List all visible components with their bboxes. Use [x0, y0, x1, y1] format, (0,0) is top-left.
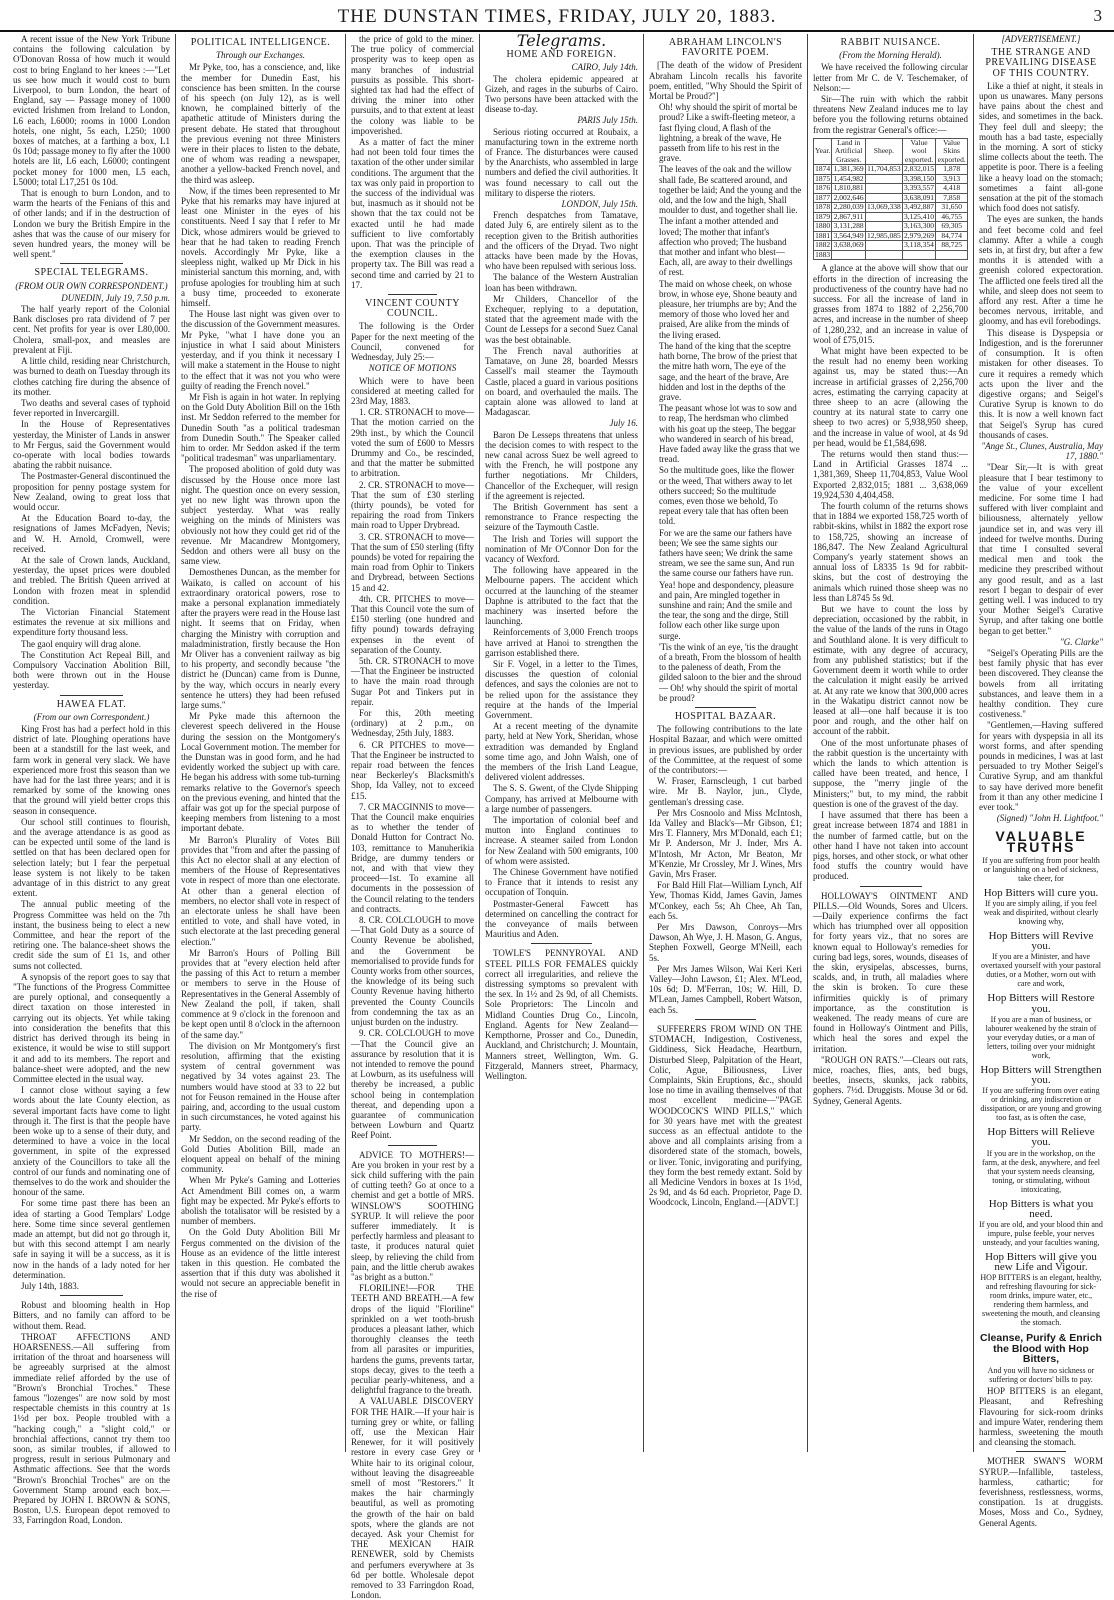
rabbit-paragraph: But we have to count the loss by depreciation, occasioned by the rabbit, in the value of the lands of the runs in Otago and Southland alone. It is very difficult to estimate, with any degree of accuracy, from any published statistics; but if the Government deem it worth while to order the calculation it might easily be arrived at. At any rate we know that 300,000 acres in the Wakatipu district cannot now be leased at all—one half because it is too poor and rough, and the other half on account of the rabbit.: [813, 604, 968, 737]
tribune-article-cont: That is enough to burn London, and to warm the hearts of the Fenians of this and of other lands; and if in the destruction of London we bury the British Empire in the ashes that was the cause of our misery for seven hundred years, the money will be well spent.": [13, 188, 170, 260]
poem-stanza: For we are the same our fathers have been; We see the same sights our fathers have seen; We drink the same stream, we see the same sun, And run the same course our fathers have run.: [659, 527, 795, 579]
telegram-item: The half yearly report of the Colonial Bank discloses pro rata dividend of 7 per cent. Net profits for year is over L80,000. Cholera, small-pox, and measles are prevalent at Fiji.: [13, 304, 170, 355]
rough-on-rats-advert: "ROUGH ON RATS."—Clears out rats, mice, roaches, flies, ants, bed bugs, beetles, insects, skunks, jack rabbits, gophers. 7½d. Druggists. Mouse 3d or 6d. Sydney, General Agents.: [813, 1054, 968, 1106]
divider: [60, 1295, 123, 1296]
table-cell: 3,564,949: [833, 230, 864, 240]
gold-duty-paragraph: the price of gold to the miner. The true policy of commercial prosperity was to keep open as many branches of industrial pursuits as possible. This short-sighted tax had had the effect of driving the miner into other pursuits, and to that extent at least the colony was liable to be impoverished.: [351, 34, 474, 136]
dateline-paris: PARIS July 15th.: [577, 115, 638, 126]
bazaar-paragraph: The following contributions to the late Hospital Bazaar, and which were omitted in previous issues, are published by order of the Committee, at the request of some of the contributors:—: [649, 724, 802, 776]
table-header: Value wool exported.: [902, 138, 936, 165]
council-motion: 5th. CR. STRONACH to move—That the Engineer be instructed to have the main road through Sugar Pot and Tinkers put in repair.: [351, 655, 474, 707]
telegram-item: French despatches from Tamatave, dated July 6, are entirely silent as to the reception given to the British authorities and the officers of the Dryad. Two night attacks have been made by the Hovas, who have been repulsed with serious loss.: [485, 210, 638, 272]
hop-bitters-paragraph: HOP BITTERS is an elegant, Pleasant, and Refreshing Flavouring for sick-room drinks and impure Water, rendering them harmless, sweetening the mouth and cleansing the stomach.: [979, 1386, 1103, 1448]
hop-bitters-slogan: Hop Bitters will Strengthen you.: [980, 1063, 1102, 1087]
table-cell: 3,638,091: [904, 192, 935, 202]
table-cell: 3,163,300: [904, 221, 935, 231]
poem-stanza: 'Tis the wink of an eye, 'tis the draught of a breath, From the blossom of health to the paleness of death, From the gilded saloon to the bier and the shroud— Oh! why should the spirit of mortal be proud?: [659, 641, 802, 703]
towles-pills-advert: TOWLE'S PENNYROYAL AND STEEL PILLS FOR FEMALES quickly correct all irregularities, and relieve the distressing symptoms so prevalent with the sex. In 1½ and 2s 9d, of all Chemists. Sole Proprietors: The Lincoln and Midland Counties Drug Co., Lincoln, England. Agents for New Zealand—Kempthorne, Prosser and Co., Dunedin, Auckland, and Christchurch; J. Mountain, Manners street, Wellington, Wm. G. Fitzgerald, Manners street, Pharmacy, Wellington.: [485, 948, 638, 1081]
table-cell: [832, 250, 866, 260]
table-cell: [866, 250, 903, 260]
table-cell: 3,131,288: [833, 221, 864, 231]
table-cell: 1,878: [936, 165, 968, 175]
table-cell: 3,393,557: [904, 183, 935, 193]
divider: [1016, 1451, 1066, 1452]
hop-bitters-line: And you will have no sickness or suffering or doctors' bills to pay.: [987, 1366, 1095, 1385]
divider: [60, 263, 123, 264]
political-paragraph: Mr Seddon, on the second reading of the Gold Duties Abolition Bill, made an eloquent appeal on behalf of the mining community.: [181, 1133, 340, 1175]
telegram-item: The following have appeared in the Melbourne papers. The accident which occurred at the launching of the steamer Daphne is attributed to the fact that the machinery was inserted before the launching.: [485, 565, 638, 627]
table-cell: [866, 241, 903, 251]
political-intelligence-heading: POLITICAL INTELLIGENCE.: [190, 37, 331, 48]
telegram-item: The British Government has sent a remonstrance to France respecting the seizure of the Taymouth Castle.: [485, 501, 638, 533]
table-cell: 7,858: [936, 193, 968, 203]
table-row: [814, 165, 968, 175]
table-cell: 3,118,354: [904, 240, 934, 250]
rabbit-paragraph: The fourth column of the returns shows that in 1884 we exported 158,725 worth of rabbit-skins, whilst in 1882 the export rose to 158,725, showing an increase of 186,847. The New Zealand Agricultural Company's yearly statement shows an annual loss of L8335 1s 9d for rabbit-skins, but the cost of destroying the animals which ruined those sheep was no less than L8745 5s 9d.: [813, 501, 968, 603]
special-telegrams-heading: SPECIAL TELEGRAMS.: [34, 267, 149, 279]
telegram-item: Sir F. Vogel, in a letter to the Times, discusses the question of colonial defences, and says the colonies are not to be relied upon for the assistance they require at the hands of the Imperial Government.: [485, 658, 638, 720]
table-body: [814, 165, 968, 260]
telegram-item: Reinforcements of 3,000 French troops have arrived at Hanoi to strengthen the garrison established there.: [485, 627, 638, 658]
rabbit-returns-table: [813, 138, 968, 261]
column-5: [644, 34, 808, 1452]
hop-bitters-slogan: Hop Bitters will Restore you.: [987, 992, 1095, 1015]
poem-stanza: The maid on whose cheek, on whose brow, in whose eye, Shone beauty and pleasure, her triumphs are by; And the memory of those who loved her and praised, Are alike from the minds of the living erased.: [659, 278, 797, 340]
dateline-london: LONDON, July 15th.: [561, 199, 638, 210]
political-paragraph: When Mr Pyke's Gaming and Lotteries Act Amendment Bill comes on, a warm fight may be expected. Mr Pyke's efforts to abolish the totalisator will be resisted by a number of members.: [181, 1175, 340, 1227]
table-cell: 1880: [815, 221, 831, 231]
poem-stanza: Yea! hope and despondency, pleasure and pain, Are mingled together in sunshine and rain; And the smile and the tear, the song and the dirge, Still follow each other like surge upon surge.: [659, 579, 794, 641]
table-cell: 11,704,853: [867, 164, 901, 174]
council-motion: 4th. CR. PITCHES to move—That this Council vote the sum of £150 sterling (one hundred and fifty pound) towards defraying expenses in the event of separation of the County.: [351, 593, 474, 655]
column-6: [808, 34, 974, 1452]
table-header: Land in Artificial Grasses.: [832, 138, 866, 165]
worm-syrup-advert: MOTHER SWAN'S WORM SYRUP.—Infallible, tasteless, harmless, cathartic; for feverishness, restlessness, worms, constipation. 1s at druggists. Moses, Moss and Co., Sydney, General Agents.: [979, 1456, 1103, 1528]
table-cell: 13,069,338: [867, 202, 901, 212]
telegram-item: At a recent meeting of the dynamite party, held at New York, Sheridan, whose extradition was demanded by England some time ago, and John Walsh, one of the members of the Irish Land League, delivered violent addresses.: [485, 721, 638, 783]
hawea-flat-heading: HAWEA FLAT.: [56, 698, 127, 710]
testimonial: "Gentlemen,—Having suffered for years with dyspepsia in all its worst forms, and after spending pounds in medicines, I was at last persuaded to try Mother Seigel's Curative Syrup, and am thankful to say have derived more benefit from it than any other medicine I ever took.": [979, 720, 1103, 813]
poem-stanza: Oh! why should the spirit of mortal be proud? Like a swift-fleeting meteor, a fast flying cloud, A flash of the lightning, a break of the wave, He passeth from life to his rest in the grave.: [659, 102, 798, 164]
divider: [60, 695, 123, 696]
table-cell: [866, 222, 903, 232]
telegram-item: The gaol enquiry will drag alone.: [21, 638, 141, 649]
vincent-council-heading: VINCENT COUNTY COUNCIL.: [365, 298, 460, 320]
council-intro: The following is the Order Paper for the next meeting of the Council, convened for Wednesday, July 25:—: [351, 321, 474, 363]
table-cell: 69,305: [936, 222, 968, 232]
council-motion: For this, 20th meeting (ordinary) at 2 p.m., on Wednesday, 25th July, 1883.: [351, 708, 474, 739]
masthead: [0, 0, 1114, 32]
telegram-item: The Chinese Government have notified to France that it intends to resist any occupation of Tonquin.: [485, 867, 638, 898]
column-3: [346, 34, 480, 1600]
poem-stanza: The hand of the king that the sceptre hath borne, The brow of the priest that the mitre hath worn, The eye of the sage, and the heart of the brave, Are hidden and lost in the depths of the grave.: [659, 340, 798, 402]
newspaper-columns: [8, 31, 1108, 1600]
telegram-item: The cholera epidemic appeared at Gizeh, and rages in the suburbs of Cairo. Two persons have been attacked with the disease to-day.: [485, 73, 638, 115]
political-paragraph: Mr Fish is again in hot water. In replying on the Gold Duty Abolition Bill on the 16th inst. Mr Seddon referred to the member for Dunedin South "as a political tradesman from Dunedin South." The Speaker called him to order. Mr Seddon asked if the term "political tradesman" was unparliamentary.: [181, 391, 340, 464]
table-cell: 4,418: [936, 184, 968, 194]
lincoln-poem-heading: ABRAHAM LINCOLN'S FAVORITE POEM.: [668, 37, 783, 59]
political-paragraph: Mr Barron's Plurality of Votes Bill provides that "from and after the passing of this Act no elector shall at any election of members of the House of Representatives vote in respect of more than one electorate. At other than a general election of members, no elector shall vote in respect of an electorate unless he shall have been entitled to vote, and shall have voted, in such electorate at the last preceding general election.": [181, 834, 340, 947]
telegram-item: Postmaster-General Fawcett has determined on cancelling the contract for the conveyance of mails between Mauritius and Aden.: [485, 898, 638, 940]
table-cell: 1,810,881: [833, 183, 864, 193]
floriline-advert: FLORILINE!—FOR THE TEETH AND BREATH.—A few drops of the liquid "Floriline" sprinkled on a wet tooth-brush produces a pleasant lather, which thoroughly cleanses the teeth from all parasites or impurities, hardens the gums, prevents tartar, stops decay, gives to the teeth a peculiar pearly-whiteness, and a delightful fragrance to the breath.: [351, 1283, 474, 1396]
rabbit-paragraph: What might have been expected to be the result had no enemy been working against us, may be stated thus:—An increase in artificial grasses of 2,256,700 acres, estimating the carrying capacity at three sheep to an acre (allowing the country at its natural state to carry one sheep to two acres) or 5,938,950 sheep, and the increase in value of wool, at 4s 9d per head, would be £1,584,698.: [813, 345, 968, 448]
table-cell: 3,398,150: [904, 173, 935, 183]
hawea-paragraph: King Frost has had a perfect hold in this district of late. Ploughing operations have been at a standstill for the last week, and farm work in general very slack. We have experienced more frost this season than we have had for the last three years; and it is remarked by some of the knowing ones that the ground will yield better crops this season in consequence.: [13, 724, 170, 816]
table-cell: 1,381,369: [833, 164, 864, 174]
table-cell: 1883: [815, 249, 831, 259]
hop-bitters-slogan: Hop Bitters will Relieve you.: [987, 1126, 1095, 1149]
table-row: [814, 203, 968, 213]
bazaar-paragraph: Per Mrs Dawson, Conroys—Mrs Dawson, Ah Wye, J. H. Mason, G. Angus, Stephen Foxwell, George M'Neill, each 5s.: [649, 922, 802, 963]
table-cell: [866, 212, 903, 222]
hop-bitters-line: If you are suffering from poor health or languishing on a bed of sickness, take cheer, for: [982, 855, 1100, 883]
table-cell: 1877: [815, 192, 831, 202]
newspaper-title: THE DUNSTAN TIMES, FRIDAY, JULY 20, 1883.: [337, 6, 777, 27]
table-cell: 46,755: [936, 212, 968, 222]
hop-bitters-line: If you are simply ailing, if you feel weak and dispirited, without clearly knowing why,: [983, 899, 1099, 927]
rabbit-paragraph: A glance at the above will show that our efforts in the direction of increasing the productiveness of the country have had no success. For all the increase of land in grasses from 1874 to 1882 of 2,256,700 acres, and increase in the number of sheep of 1,280,232, and an increase in value of wool of £75,015.: [813, 263, 968, 345]
council-motion: 9. CR. COLCLOUGH to move—That the Council give an assurance by resolution that it is not intended to remove the pound at Lowburn, as its usefulness will thereby be increased, a public school being in contemplation thereat, and depending upon a guarantee of communication between Lowburn and Quartz Reef Point.: [351, 1028, 474, 1141]
tribune-article: A recent issue of the New York Tribune contains the following calculation by O'Donovan Rossa of how much it would cost to bring England to her knees :—"Let us see how much it would cost to burn Liverpool, to burn London, the heart of England, say — Passage money of 1000 evicted Irishmen from Ireland to London, L6 each, L6000; rooms in 1000 London hotels, one night, 5s each, L250; 1000 boxes of matches, at a farthing a box, L1 0s 10d; passage money to fly after the 1000 hotels are lit, L6 each, L6000; contingent pocket money for 1000 men, L5 each, L5000; total L17,251 0s 10d.: [13, 34, 170, 187]
table-cell: 1882: [815, 240, 831, 250]
poem-intro: [The death of the widow of President Abraham Lincoln recalls his favorite poem, entitled, "Why Should the Spirit of Mortal be Proud?"]: [649, 60, 802, 102]
home-and-foreign-heading: HOME AND FOREIGN.: [506, 49, 617, 61]
telegram-item: Serious rioting occurred at Roubaix, a manufacturing town in the extreme north of France. The disturbances were caused by the Anarchists, who assembled in large numbers and defied the civil authorities. It was found necessary to call out the military to disperse the rioters.: [485, 126, 638, 198]
telegram-item: At the sale of Crown lands, Auckland, yesterday, the upset prices were doubled and trebled. The British Queen arrived at London with frozen meat in splendid condition.: [13, 554, 170, 606]
rabbit-paragraph: I have assumed that there has been a great increase between 1874 and 1881 in the number of farmed cattle, but on the other hand I have not taken into account pigs, horses, and other stock, or what other food stuffs the country would have produced.: [813, 810, 968, 882]
bazaar-paragraph: For Bald Hill Flat—William Lynch, Alf Yew, Thomas Kidd, James Gavin, James M'Conkey, each 5s; Ah Chee, Ah Tan, each 5s.: [649, 880, 802, 921]
holloway-advert: HOLLOWAY'S OINTMENT AND PILLS.—Old Wounds, Sores and Ulcers.—Daily experience confirms the fact which has triumphed over all opposition for forty years viz., that no sores are known equal to Holloway's remedies for curing bad legs, sores, wounds, diseases of the skin, erysipelas, abscesses, burns, scalds, and, in truth, all maladies where the skin is broken. To cure these infirmities quickly is of primary importance, as the constitution is weakened. The ready means of cure are found in Holloway's Ointment and Pills, which heal the sores and expel the irritation.: [813, 890, 968, 1054]
table-cell: 88,725: [936, 241, 968, 251]
valuable-truths-banner: VALUABLE TRUTHS: [995, 828, 1087, 855]
table-cell: 3,492,887: [904, 202, 935, 212]
telegrams-subheading: (FROM OUR OWN CORRESPONDENT.): [15, 280, 168, 291]
poem-stanza: The peasant whose lot was to sow and to reap, The herdsman who climbed with his goat up the steep, The beggar who wandered in search of his bread, Have faded away like the grass that we tread.: [659, 403, 800, 465]
testimonial-signature: "G. Clarke": [1059, 636, 1103, 647]
council-motion: 2. CR. STRONACH to move—That the sum of £30 sterling (thirty pounds), be voted for repairing the road from Tinkers main road to Upper Drybread.: [351, 479, 474, 531]
council-motion: 8. CR. COLCLOUGH to move—That Gold Duty as a source of County Revenue be abolished, and the Government be memorialised to provide funds for County works from other sources, the knowledge of its being such County Revenue having hitherto prevented the County Councils from condemning the tax as an unjust burden on the industry.: [351, 915, 474, 1028]
hawea-dateline: July 14th, 1883.: [21, 1280, 80, 1291]
hawea-paragraph: I cannot close without saying a few words about the late County election, as several important facts have come to light through it. The first is that the people have been woke up to a sense of their duty, and determined to have a voice in the local government, in spite of the expressed anxiety of the Councillors to take all the control of our funds and nominating one of themselves to do the work and shoulder the honour of the same.: [13, 1085, 170, 1198]
rabbit-subheading: (From the Morning Herald).: [839, 50, 942, 61]
telegram-item: The French naval authorities at Tamatave, on June 28, boarded Messrs Cassell's mail steamer the Taymouth Castle, placed a guard in various positions on board, and overhauled the mails. The captain alone was allowed to land at Madagascar.: [485, 345, 638, 418]
divider: [388, 1145, 437, 1146]
hop-bitters-slogan: Hop Bitters will Revive you.: [988, 930, 1094, 953]
telegram-item: The balance of the Western Australian loan has been withdrawn.: [485, 272, 638, 293]
bazaar-paragraph: Per Mrs Cosnoolo and Miss McIntosh, Ida Valley and Black's—Mr Gibson, £1; Mrs T. Flannery, Mrs M'Donald, each £1; Mr P. Anderson, Mr J. Inder, Mrs A. M'Intosh, Mr Acton, Mr Beaton, Mr M'Kenzie, Mr Crossley, Mr J. Wines, Mrs Gavin, Mrs Fraser.: [649, 807, 802, 880]
telegram-item: Two deaths and several cases of typhoid fever reported in Invercargill.: [13, 397, 170, 419]
cleanse-purify-banner: Cleanse, Purify & Enrich the Blood with Hop Bitters,: [980, 1332, 1102, 1365]
table-cell: 1874: [815, 164, 831, 174]
rabbit-paragraph: One of the most unfortunate phases of the rabbit question is the uncertainty with which the lands to which attention is called have been treated, and hence, I suppose, the "merry jingle of the Ministers;" but, to my mind, the rabbit question is one of the gravest of the day.: [813, 737, 968, 809]
table-cell: [866, 184, 903, 194]
table-cell: 2,280,039: [833, 202, 864, 212]
hawea-paragraph: The annual public meeting of the Progress Committee was held on the 7th instant, the business being to elect a new Committee, and hear the report of the retiring one. The balance-sheet shows the credit side the sum of £1 1s, and other sums not collected.: [13, 899, 170, 971]
hawea-paragraph: A synopsis of the report goes to say that "The functions of the Progress Committee are purely optional, and consequently a direct taxation on those interested in carrying out its objects. Yet while taking into consideration the benefits that this district has derived through its being in existence, it would be wise to still support it and add to its members. The report and balance-sheet were adopted, and the new Committee elected in the usual way.: [13, 971, 170, 1084]
rabbit-paragraph: Sir—The ruin with which the rabbit threatens New Zealand induces me to lay before you the following returns obtained from the registrar General's office:—: [813, 94, 968, 135]
page-number: 3: [1093, 6, 1102, 25]
table-cell: 2,832,015: [904, 164, 935, 174]
table-cell: 2,867,911: [833, 211, 864, 221]
column-1: [8, 34, 176, 1526]
rabbit-paragraph: We have received the following circular letter from Mr C. de V. Teschemaker, of Nelson:—: [813, 62, 968, 93]
advertisement-label: [ADVERTISEMENT.]: [1001, 34, 1081, 44]
political-paragraph: The division on Mr Montgomery's first resolution, affirming that the existing system of central government was negatived by 34 votes against 23. The numbers would have stood at 33 to 22 but not for Feuson remained in the House after pairing, and, according to the usual custom in such circumstances, he voted against his party.: [181, 1040, 340, 1133]
hawea-paragraph: For some time past there has been an idea of starting a Good Templars' Lodge here. Some time since several gentlemen made an attempt, but did not go through it, but with this second attempt I am nearly safe in saying it will be a success, as it is now in the hands of a lady noted for her determination.: [13, 1198, 170, 1280]
political-paragraph: On the Gold Duty Abolition Bill Mr Fergus commented on the division of the House as an evidence of the little interest taken in this question. He combated the assertion that if this duty was abolished it would not secure an appreciable benefit in the rise of: [181, 1227, 340, 1299]
hawea-paragraph: Our school still continues to flourish, and the average attendance is as good as can be expected until some of the land is settled on that has been declared open for selection lately; but I fear the perpetual lease system is not likely to be taken advantage of in this district to any great extent.: [13, 816, 170, 899]
political-paragraph: Mr Pyke made this afternoon the cleverest speech delivered in the House during the session on the Montgomery's Local Government motion. The member for the Dunstan was in good form, and he had evidently worked the subject up with care. He began his address with some tub-turning remarks relative to the Governor's speech on the previous evening, and hinted that the affair was got up for the special purpose of keeping members from listening to a most important debate.: [181, 711, 340, 834]
political-paragraph: The proposed abolition of gold duty was discussed by the House once more last night. The question once on every session, yet no new light was thrown upon the subject yesterday. What was really weighing on the minds of Ministers was obviously not how they could get rid of the revenue. Mr Macandrew Montgomery, Seddon and others were all busy on the same view.: [181, 464, 340, 567]
table-cell: 2,979,269: [904, 230, 935, 240]
telegram-item: The Constitution Act Repeal Bill, and Compulsory Vaccination Abolition Bill, both were thrown out in the House yesterday.: [13, 649, 170, 691]
table-cell: 3,125,410: [904, 211, 935, 221]
advice-to-mothers-advert: ADVICE TO MOTHERS!—Are you broken in your rest by a sick child suffering with the pain of cutting teeth? Go at once to a chemist and get a bottle of MRS. WINSLOW'S SOOTHING SYRUP. It will relieve the poor sufferer immediately. It is perfectly harmless and pleasant to taste, it produces natural quiet sleep, by relieving the child from pain, and the little cherub awakes "as bright as a button.": [351, 1149, 474, 1282]
hop-bitters-line: If you are suffering from over eating or drinking, any indiscretion or dissipation, or are young and growing too fast, as is often the case,: [980, 1086, 1102, 1123]
table-cell: 3,638,069: [833, 240, 864, 250]
political-paragraph: Mr Barron's Hours of Polling Bill provides that at "every election held after the passing of this Act to return a member or members to serve in the House of Representatives in the General Assembly of New Zealand the poll, if taken, shall commence at 9 o'clock in the forenoon and be kept open until 8 o'clock in the afternoon of the same day.": [181, 947, 340, 1040]
telegram-item: Mr Childers, Chancellor of the Exchequer, replying to a deputation, stated that the agreement made with the Count de Lesseps for a second Suez Canal was the best obtainable.: [485, 293, 638, 345]
hop-bitters-line: If you are a man of business, or labourer weakened by the strain of your everyday duties, or a man of letters, toiling over your midnight work,: [985, 1014, 1097, 1060]
table-row: [814, 184, 968, 194]
disease-paragraph: The eyes are sunken, the hands and feet become cold and feel clammy. After a while a cough sets in, at first dry, but after a few months it is attended with a greenish colored expectoration. The afflicted one feels tired all the while, and sleep does not seem to afford any rest. After a time he becomes nervous, irritable, and gloomy, and has evil forebodings.: [979, 214, 1103, 327]
telegram-item: The importation of colonial beef and mutton into England continues to increase. A steamer sailed from London for New Zealand with 500 emigrants, 100 of whom were assisted.: [485, 815, 638, 866]
table-cell: 3,913: [936, 174, 968, 184]
table-cell: 1875: [815, 173, 831, 183]
table-cell: 2,002,646: [833, 192, 864, 202]
column-4: [480, 31, 644, 1452]
hawea-subheading: (From our own Correspondent.): [33, 711, 150, 722]
hop-bitters-slogan: Hop Bitters will give you new Life and Vigour.: [985, 1251, 1097, 1274]
letter-dateline: "Ange St., Clunes, Australia, May 17, 1880.": [981, 440, 1103, 462]
table-header-row: [814, 138, 968, 165]
column-2: [176, 34, 346, 1452]
table-cell: 1879: [815, 211, 831, 221]
table-cell: 31,650: [936, 203, 968, 213]
hop-bitters-line: If you are a Minister, and have overtaxed yourself with your pastoral duties, or a Mother, worn out with care and work,: [981, 952, 1101, 989]
council-motion: 7. CR MACGINNIS to move—That the Council make enquiries as to whether the tender of Donald Hutton for Contract No. 103, remittance to Manuherikia Bridge, are dummy tenders or not, and with that view they proceed—1st. To examine all documents in the possession of the Council relating to the tenders and contracts.: [351, 801, 474, 914]
hop-bitters-slogan: Hop Bitters is what you need.: [988, 1197, 1094, 1220]
political-paragraph: Now, if the times been represented to Mr Pyke that his remarks may have injured at least one Minister in the eyes of his constituents. Need I say that I refer to Mr Dick, whose admirers would be grieved to hear that he had taken to reading French novels. Accordingly Mr Pyke, like a sleepless night, walked up Mr Dick in his ministerial sanctum this morning, and, with profuse apologies for troubling him at such a busy time, proceeded to exonerate himself.: [181, 185, 340, 309]
council-motion: 6. CR PITCHES to move—That the Engineer be instructed to repair road between the fences near Beckerley's Blacksmith's Shop, Ida Valley, not to exceed £15.: [351, 739, 474, 801]
testimonial: "Seigel's Operating Pills are the best family physic that has ever been discovered. They cleanse the bowels from all irritating substances, and leave them in a healthy condition. They cure costiveness.": [979, 647, 1103, 720]
divider: [388, 294, 437, 295]
poem-stanza: So the multitude goes, like the flower or the weed, That withers away to let others succeed; So the multitude comes, even those we behold, To repeat every tale that has often been told.: [659, 465, 795, 527]
telegram-item: The Postmaster-General discontinued the proposition for penny postage system for New Zealand, owing to great loss that would occur.: [13, 471, 170, 512]
table-row: [814, 222, 968, 232]
table-row: [814, 250, 968, 260]
telegram-dateline: DUNEDIN, July 19, 7.50 p.m.: [61, 292, 170, 303]
disease-paragraph: This disease is Dyspepsia or Indigestion, and is the forerunner of consumption. It is often mistaken for other diseases. To cure it requires a remedy which acts upon the liver and the digestive organs; and Seigel's Curative Syrup is known to do this. It is now a well known fact that Seigel's Syrup has cured thousands of cases.: [979, 327, 1103, 440]
divider: [531, 943, 592, 944]
table-row: [814, 241, 968, 251]
table-cell: 12,985,085: [867, 230, 901, 240]
gold-duty-paragraph: As a matter of fact the miner had not been told four times the taxation of the other under similar conditions. The argument that the tax was only paid in proportion to the success of the individual was but, inasmuch as it should not be shown that the tax could not be exacted until he had made sufficient to live comfortably upon. That was the principle of the exemption clauses in the property tax. The Bill was read a second time and carried by 21 to 17.: [351, 137, 474, 290]
rabbit-paragraph: The returns would then stand thus:—Land in Artificial Grasses 1874 ... 1,381,369, Sheep 11,704,853, Value Wool Exported 2,832,015; 1881 ... 3,638,069 19,924,530 4,404,458.: [813, 448, 968, 500]
telegram-item: The S. S. Gwent, of the Clyde Shipping Company, has arrived at Melbourne with a large number of passengers.: [485, 783, 638, 814]
council-motion: 1. CR. STRONACH to move—That the motion carried on the 29th inst., by which the Council voted the sum of £600 to Messrs Drummy and Co., be rescinded, and that the matter be submitted to arbitration.: [351, 407, 474, 479]
dateline-july-16: July 16.: [609, 418, 638, 429]
political-paragraph: Mr Pyke, too, has a conscience, and, like the member for Dunedin East, his conscience has been smitten. In the course of his speech (on July 12), as is well known, he complained bitterly of the apathetic attitude of Ministers during the present debate. He stated that throughout the previous evening not three Ministers were in their places to listen to the debate, one of whom was reading a newspaper, another a yellow-backed French novel, and the third was asleep.: [181, 62, 340, 185]
wind-pills-advert: SUFFERERS FROM WIND ON THE STOMACH, Indigestion, Costiveness, Giddiness, Sick Headache, Heartburn, Disturbed Sleep, Palpitation of the Heart, Colic, Ague, Biliousness, Liver Complaints, Skin Eruptions, &c., should lose no time in availing themselves of that most excellent medicine—"PAGE WOODCOCK'S WIND PILLS," which for 30 years have met with the greatest success as an effectual antidote to the above and all complaints arising from a disordered state of the stomach, bowels, or liver. Tonic, invigorating and purifying, they form the best remedy extant. Sold by all Medicine Vendors in boxes at 1s 1½d, 2s 9d, and 4s 6d each. Proprietor, Page D. Woodcock, Lincoln, England.—[ADVT.]: [649, 1023, 802, 1208]
council-motion: 3. CR. STRONACH to move—That the sum of £50 sterling (fifty pounds) be voted for repairing the main road from Ophir to Tinkers and Drybread, between Sections 15 and 42.: [351, 531, 474, 593]
table-cell: 1876: [815, 183, 831, 193]
political-paragraph: Demosthenes Duncan, as the member for Waikato, is called on account of his extraordinary oratorical powers, rose to make a personal explanation immediately after the prayers were read in the House last night. It seems that on Friday, when charging the Ministry with corruption and maladministration, firstly because the Hon Mr Oliver has a convenient railway as big to his property, and secondly because "the district he (Duncan) came from is Dunne, by the way, which occurs in nearly every sentence he utters) they had been refused large sums.": [181, 567, 340, 710]
table-header: Year.: [814, 138, 832, 165]
table-cell: 84,774: [936, 231, 968, 241]
table-cell: 1,454,982: [833, 173, 864, 183]
rabbit-nuisance-heading: RABBIT NUISANCE.: [840, 37, 941, 48]
council-motion: Which were to have been considered at meeting called for 23rd May, 1883.: [351, 375, 474, 406]
hop-bitters-note: Robust and blooming health in Hop Bitters, and no family can afford to be without them. Read.: [13, 1300, 170, 1331]
telegram-item: The Victorian Financial Statement estimates the revenue at six millions and expenditure forty thousand less.: [13, 606, 170, 638]
table-cell: 1881: [815, 230, 831, 240]
telegram-item: In the House of Representatives yesterday, the Minister of Lands in answer to Mr Fergus, said the Government would co-operate with local bodies towards abating the rabbit nuisance.: [13, 419, 170, 471]
table-header: Sheep.: [866, 138, 903, 165]
column-7: [974, 34, 1108, 1528]
divider: [695, 707, 756, 708]
hop-bitters-slogan: Hop Bitters will cure you.: [983, 886, 1099, 899]
telegram-item: At the Education Board to-day, the resignations of James McFadyen, Nevis; and W. H. Arnold, Cromwell, were received.: [13, 513, 170, 554]
divider: [695, 1019, 756, 1020]
strange-disease-heading: THE STRANGE AND PREVAILING DISEASE OF THIS COUNTRY.: [985, 47, 1097, 79]
bazaar-paragraph: Per Mrs James Wilson, Wai Keri Keri Valley—John Lawson, £1; Alex. M'Leod, 10s 6d; D. M'Ferran, 10s; W. Hill, D. M'Lean, James Campbell, Robert Watson, each 5s.: [649, 963, 802, 1015]
hospital-bazaar-heading: HOSPITAL BAZAAR.: [674, 711, 777, 722]
hop-bitters-line: If you are old, and your blood thin and impure, pulse feeble, your nerves unsteady, and your faculties waning,: [979, 1220, 1103, 1248]
telegram-item: Baron De Lesseps threatens that unless the decision comes to with respect to the new canal across Suez be well agreed to with the French, he will postpone any further negotiations. Mr Childers, Chancellor of the Exchequer, will resign if the agreement is rejected.: [485, 429, 638, 501]
political-subheading: Through our Exchanges.: [216, 50, 305, 61]
disease-paragraph: Like a thief at night, it steals in upon us unawares. Many persons have pains about the chest and sides, and sometimes in the back. They feel dull and sleepy; the mouth has a bad taste, especially in the morning. A sort of sticky slime collects about the teeth. The appetite is poor. There is a feeling like a heavy load on the stomach; sometimes a faint all-gone sensation at the pit of the stomach which food does not satisfy.: [979, 80, 1103, 214]
testimonial-signature: (Signed) "John H. Lightfoot.": [996, 813, 1103, 824]
table-cell: [902, 250, 936, 260]
table-cell: [866, 174, 903, 184]
hop-bitters-line: If you are in the workshop, on the farm, at the desk, anywhere, and feel that your system needs cleansing, toning, or stimulating, without intoxicating,: [982, 1148, 1100, 1194]
notice-of-motions-label: NOTICE OF MOTIONS: [368, 363, 457, 374]
table-header: Value Skins exported.: [937, 137, 966, 164]
telegrams-heading: Telegrams.: [516, 31, 607, 50]
poem-stanza: The infant a mother attended and loved; The mother that infant's affection who proved; The husband that mother and infant who blest— Each, all, are away to their dwellings of rest.: [659, 216, 793, 278]
throat-affections-advert: THROAT AFFECTIONS AND HOARSENESS.—All suffering from irritation of the throat and hoarseness will be agreeably surprised at the almost immediate relief afforded by the use of "Brown's Bronchial Troches." These famous "lozenges" are now sold by most respectable chemists in this country at 1s 1½d per box. People troubled with a "hacking cough," a "slight cold," or bronchial affections, cannot try them too soon, as similar troubles, if allowed to progress, result in serious Pulmonary and Asthmatic affections. See that the words "Brown's Bronchial Troches" are on the Government Stamp around each box.—Prepared by JOHN I. BROWN & SONS, Boston, U.S. European depot removed to 33, Farringdon Road, London.: [13, 1331, 170, 1526]
telegram-item: The Irish and Tories will support the nomination of Mr O'Connor Don for the vacancy of Wexford.: [485, 533, 638, 564]
divider: [860, 886, 922, 887]
bazaar-paragraph: W. Fraser, Earnscleugh, 1 cut barbed wire. Mr B. Naylor, jun., Clyde, gentleman's dressing case.: [649, 776, 802, 807]
testimonial: "Dear Sir,—It is with great pleasure that I bear testimony to the value of your excellent medicine. For some time I had suffered with liver complaint and biliousness, alternately yellow jaundice set in, and was very ill indeed for twelve months. During that time I consulted several medical men and took the medicine they prescribed without any good result, and as a last resort I began to despair of ever getting well. I was induced to try your Mother Seigel's Curative Syrup, and after taking one bottle began to get better.": [979, 462, 1103, 636]
hop-bitters-line: HOP BITTERS is an elegant, healthy, and refreshing flavouring for sick-room drinks, impure water, etc., rendering them harmless, and sweetening the mouth, and cleansing the stomach.: [980, 1273, 1102, 1328]
poem-stanza: The leaves of the oak and the willow shall fade, Be scattered around, and together be laid; And the young and the old, and the low and the high, Shall moulder to dust, and together shall lie.: [659, 164, 802, 216]
dateline-cairo: CAIRO, July 14th.: [571, 62, 638, 73]
table-cell: 1878: [815, 202, 831, 212]
hair-renewer-advert: A VALUABLE DISCOVERY FOR THE HAIR.—If your hair is turning grey or white, or falling off, use the Mexican Hair Renewer, for it will positively restore in every case Grey or White hair to its original colour, without leaving the disagreeable smell of most "Restorers." It makes the hair charmingly beautiful, as well as promoting the growth of the hair on bald spots, where the glands are not decayed. Ask your Chemist for THE MEXICAN HAIR RENEWER, sold by Chemists and perfumers everywhere at 3s 6d per bottle. Wholesale depot removed to 33 Farringdon Road, London.: [351, 1396, 474, 1600]
table-cell: [936, 250, 968, 260]
telegram-item: A little child, residing near Christchurch, was burned to death on Tuesday through its clothes catching fire during the absence of its mother.: [13, 356, 170, 397]
political-paragraph: The House last night was given over to the discussion of the Government measures. Mr Pyke, "what I have done you an injustice in what I said about Ministers yesterday, and if you think it necessary I will make a statement in the House to night to the effect that it was not you who were guilty of reading the French novel.": [181, 309, 340, 391]
